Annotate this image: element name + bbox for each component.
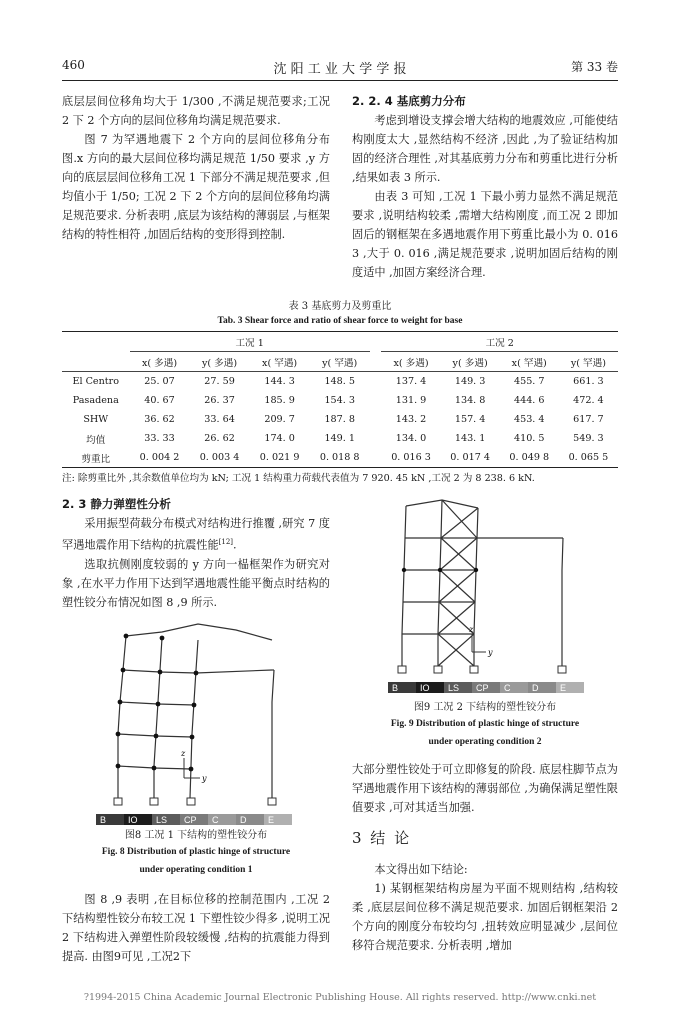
- cell: 137. 4: [395, 376, 427, 387]
- axis-label-z: z: [181, 749, 186, 758]
- right-lower-text: [352, 760, 618, 955]
- cell: 134. 0: [395, 433, 427, 444]
- left-top-text: [62, 92, 330, 244]
- col-header: y( 多遇): [190, 352, 250, 372]
- legend-cp: CP: [180, 814, 208, 825]
- table-row: [62, 429, 618, 448]
- section-2-3: [62, 495, 330, 612]
- figure-8: [96, 618, 292, 825]
- cell: 617. 7: [573, 414, 604, 425]
- section-heading: 3 结 论: [352, 829, 412, 847]
- cell: 453. 4: [513, 414, 545, 425]
- cell: 26. 37: [204, 395, 235, 406]
- paragraph-end: .: [233, 538, 237, 552]
- legend-e: E: [556, 682, 584, 693]
- hinge-legend: [96, 814, 292, 825]
- cell: 209. 7: [264, 414, 295, 425]
- table-row: [62, 448, 618, 468]
- row-label: 剪重比: [62, 448, 130, 468]
- table-row: [62, 391, 618, 410]
- group-header-1: 工况 1: [130, 332, 370, 352]
- legend-ls: LS: [444, 682, 472, 693]
- legend-c: C: [208, 814, 236, 825]
- axis-label-y: y: [202, 774, 207, 783]
- cell: 149. 1: [324, 433, 355, 444]
- frame-diagram-condition-1: [96, 618, 292, 810]
- legend-io: IO: [124, 814, 152, 825]
- table-row: [62, 410, 618, 429]
- legend-ls: LS: [152, 814, 180, 825]
- volume-label: 第 33 卷: [571, 60, 618, 74]
- table-row: [62, 372, 618, 392]
- cell: 148. 5: [324, 376, 355, 387]
- axis-label-y: y: [488, 648, 493, 657]
- cell: 549. 3: [573, 433, 604, 444]
- cell: 40. 67: [144, 395, 175, 406]
- table-title-cn: 表 3 基底剪力及剪重比: [288, 301, 392, 312]
- paragraph: 图 7 为罕遇地震下 2 个方向的层间位移角分布图.x 方向的最大层间位移均满足规范 1/50 要求 ,y 方向的底层层间位移角工况 1 下部分不满足规范要求 ,但均值小于 1/50; 工况 2 下 2 个方向的层间位移角均满足规范要求. 分析表明 ,底层为该结构的薄弱层 ,与框架结构的特性相符 ,加固后结构的变形得到控制.: [62, 133, 330, 241]
- section-heading: 2. 2. 4 基底剪力分布: [352, 94, 466, 108]
- fig8-caption-en-2: under operating condition 1: [139, 865, 253, 875]
- cell: 0. 049 8: [500, 448, 559, 468]
- figure-9: [388, 494, 584, 693]
- citation: [12]: [218, 538, 234, 546]
- paragraph-text: 采用振型荷载分布模式对结构进行推覆 ,研究 7 度罕遇地震作用下结构的抗震性能: [62, 517, 330, 552]
- section-heading: 2. 3 静力弹塑性分析: [62, 497, 171, 511]
- cell: 149. 3: [454, 376, 486, 387]
- paragraph: 选取抗侧刚度较弱的 y 方向一榀框架作为研究对象 ,在水平力作用下达到罕遇地震性能平衡点时结构的塑性铰分布情况如图 8 ,9 所示.: [62, 557, 330, 609]
- legend-io: IO: [416, 682, 444, 693]
- cell: 26. 62: [204, 433, 235, 444]
- fig9-caption-en-2: under operating condition 2: [428, 737, 542, 747]
- beam-line: [196, 670, 272, 673]
- cell: 157. 4: [454, 414, 486, 425]
- beam-line: [126, 624, 272, 640]
- group-header-2: 工况 2: [381, 332, 618, 352]
- header-rule: [62, 80, 618, 81]
- legend-b: B: [388, 682, 416, 693]
- cell: 134. 8: [454, 395, 486, 406]
- cell: 187. 8: [324, 414, 355, 425]
- fig9-caption-en-1: Fig. 9 Distribution of plastic hinge of structure: [390, 719, 580, 729]
- axis-label-z: z: [469, 625, 474, 634]
- cell: 33. 64: [204, 414, 235, 425]
- cell: 185. 9: [264, 395, 295, 406]
- column-line: [272, 670, 274, 798]
- table-sub-header: [62, 352, 618, 372]
- legend-d: D: [528, 682, 556, 693]
- column-line: [154, 638, 162, 798]
- row-label: 均值: [86, 434, 106, 446]
- paragraph: 底层层间位移角均大于 1/300 ,不满足规范要求;工况 2 下 2 个方向的层间位移角均满足规范要求.: [62, 95, 330, 127]
- frame-diagram-condition-2: [388, 494, 584, 678]
- cell: 0. 018 8: [310, 448, 370, 468]
- legend-b: B: [96, 814, 124, 825]
- column-line: [118, 636, 126, 798]
- col-header: x( 罕遇): [500, 352, 559, 372]
- page-number: 460: [62, 58, 85, 72]
- fig8-caption-cn: 图8 工况 1 下结构的塑性铰分布: [124, 830, 268, 841]
- col-header: x( 多遇): [130, 352, 190, 372]
- col-header: x( 罕遇): [250, 352, 310, 372]
- cell: 131. 9: [395, 395, 427, 406]
- cell: 410. 5: [513, 433, 545, 444]
- journal-title: 沈 阳 工 业 大 学 学 报: [273, 62, 407, 77]
- cell: 0. 065 5: [559, 448, 618, 468]
- hinge-legend: [388, 682, 584, 693]
- col-header: y( 罕遇): [559, 352, 618, 372]
- cell: 0. 017 4: [441, 448, 500, 468]
- cell: 33. 33: [144, 433, 175, 444]
- legend-e: E: [264, 814, 292, 825]
- column-line: [190, 640, 198, 798]
- left-bottom-text: [62, 890, 330, 966]
- cell: 661. 3: [573, 376, 604, 387]
- fig9-caption-cn: 图9 工况 2 下结构的塑性铰分布: [413, 702, 557, 713]
- cell: 455. 7: [513, 376, 545, 387]
- cell: 0. 003 4: [190, 448, 250, 468]
- cell: 36. 62: [144, 414, 175, 425]
- table-title-en: Tab. 3 Shear force and ratio of shear force to weight for base: [217, 316, 463, 326]
- cell: 472. 4: [573, 395, 604, 406]
- cell: 143. 1: [454, 433, 486, 444]
- paragraph: 图 8 ,9 表明 ,在目标位移的控制范围内 ,工况 2 下结构塑性铰分布较工况 1 下塑性铰少得多 ,说明工况 2 下结构进入弹塑性阶段较缓慢 ,结构的抗震能力得到提高. 由图9可见 ,工况2下: [62, 893, 330, 963]
- paragraph: [62, 514, 330, 555]
- cell: 25. 07: [144, 376, 175, 387]
- col-header: x( 多遇): [381, 352, 440, 372]
- legend-d: D: [236, 814, 264, 825]
- paragraph: 大部分塑性铰处于可立即修复的阶段. 底层柱脚节点为罕遇地震作用下该结构的薄弱部位 ,为确保满足塑性限值要求 ,可对其适当加强.: [352, 763, 618, 814]
- shear-force-table: [62, 331, 618, 468]
- cell: 27. 59: [204, 376, 235, 387]
- section-2-2-4: [352, 92, 618, 282]
- paragraph: 由表 3 可知 ,工况 1 下最小剪力显然不满足规范要求 ,说明结构较柔 ,需增大结构刚度 ,而工况 2 即加固后的钢框架在多遇地震作用下剪重比最小为 0. 016 3 ,大于 0. 016 ,满足规范要求 ,说明加固后结构的刚度适中 ,加固方案经济合理.: [352, 190, 618, 279]
- cell: 0. 016 3: [381, 448, 440, 468]
- paragraph: 本文得出如下结论:: [374, 863, 468, 876]
- col-header: y( 罕遇): [310, 352, 370, 372]
- cell: 154. 3: [324, 395, 355, 406]
- cell: 0. 021 9: [250, 448, 310, 468]
- cell: 444. 6: [513, 395, 545, 406]
- cell: 143. 2: [395, 414, 427, 425]
- cell: 0. 004 2: [130, 448, 190, 468]
- legend-c: C: [500, 682, 528, 693]
- cell: 174. 0: [264, 433, 295, 444]
- cell: 144. 3: [264, 376, 295, 387]
- col-header: y( 多遇): [441, 352, 500, 372]
- row-label: Pasadena: [72, 395, 119, 406]
- table-note: 注: 除剪重比外 ,其余数值单位均为 kN; 工况 1 结构重力荷载代表值为 7 920. 45 kN ,工况 2 为 8 238. 6 kN.: [62, 473, 535, 484]
- paragraph: 考虑到增设支撑会增大结构的地震效应 ,可能使结构刚度太大 ,显然结构不经济 ,因此 ,为了验证结构加固的经济合理性 ,对其基底剪力分布和剪重比进行分析 ,结果如表 3 所示.: [352, 114, 618, 184]
- row-label: SHW: [83, 414, 109, 425]
- page-footer: ?1994-2015 China Academic Journal Electronic Publishing House. All rights reserved. http://www.cnki.net: [83, 992, 597, 1003]
- legend-cp: CP: [472, 682, 500, 693]
- fig8-caption-en-1: Fig. 8 Distribution of plastic hinge of structure: [101, 847, 291, 857]
- row-label: El Centro: [72, 376, 120, 387]
- paragraph: 1) 某钢框架结构房屋为平面不规则结构 ,结构较柔 ,底层层间位移不满足规范要求. 加固后钢框架沿 2 个方向的刚度分布较均匀 ,扭转效应明显减少 ,层间位移符合规范要求. 分析表明 ,增加: [352, 882, 618, 952]
- table-group-header: [62, 332, 618, 352]
